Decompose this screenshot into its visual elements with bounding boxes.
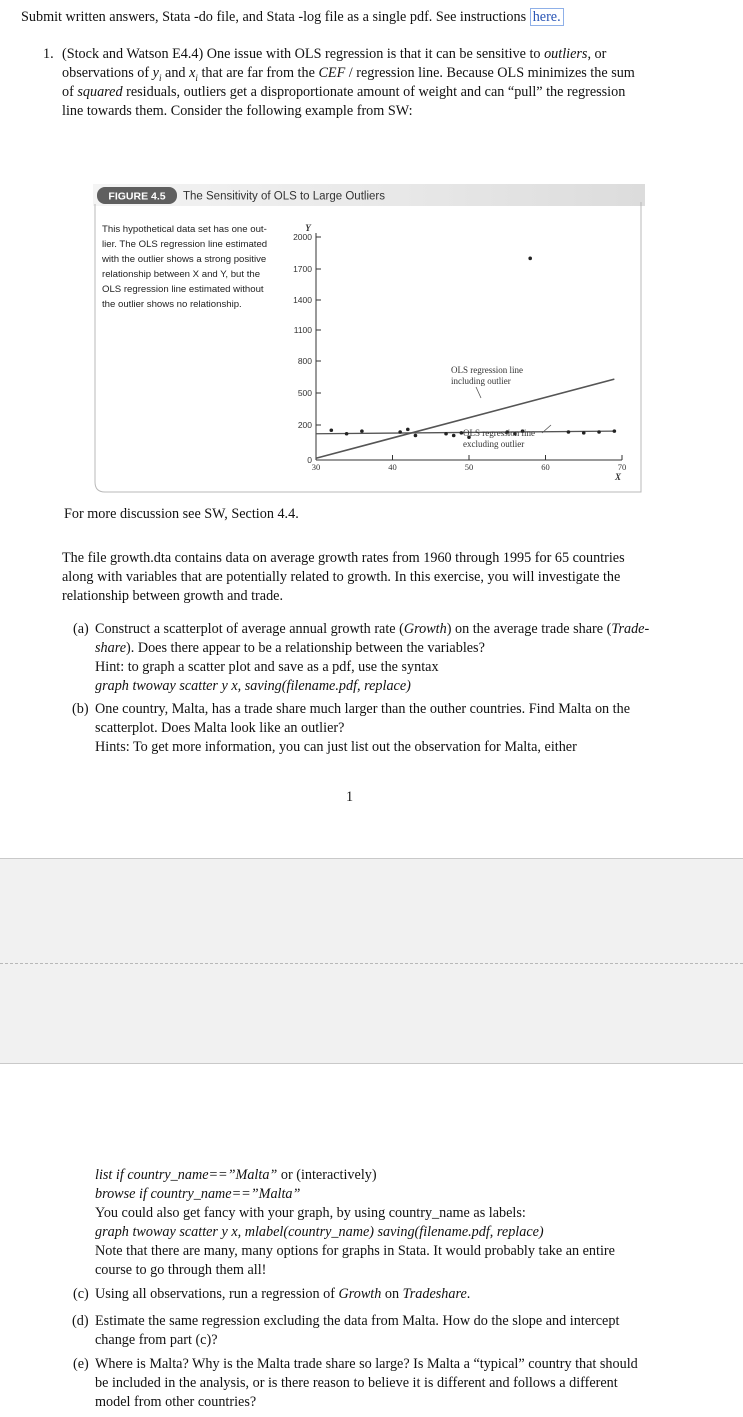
q1-text: and — [165, 65, 186, 81]
part-b-label: (b) — [72, 701, 89, 717]
data-point — [452, 434, 456, 438]
annotation-excluding-outlier: excluding outlier — [463, 439, 525, 449]
figure-title: The Sensitivity of OLS to Large Outliers — [183, 190, 385, 203]
y-tick-label: 0 — [307, 455, 312, 465]
figure-label: FIGURE 4.5 — [108, 190, 166, 203]
part-b-line-1: One country, Malta, has a trade share much larger than the outher countries. Find Malta on the — [95, 701, 631, 717]
plot-area — [293, 223, 626, 482]
var-tradeshare: share — [95, 640, 127, 656]
page-break-divider — [0, 963, 743, 964]
part-d-line-2: change from part (c)? — [95, 1332, 218, 1348]
x-tick-label: 70 — [617, 462, 627, 472]
instructions-link[interactable]: here. — [530, 8, 564, 26]
data-point — [567, 430, 571, 434]
part-c-text: Using all observations, run a regression of — [95, 1286, 335, 1302]
question-number: 1. — [43, 46, 54, 62]
q1-text: of — [62, 84, 74, 100]
page2-text: or (interactively) — [277, 1167, 377, 1183]
q1-em-squared: squared — [77, 84, 123, 100]
stata-code: browse if country_name==”Malta” — [95, 1186, 301, 1202]
stata-code: graph twoway scatter y x, mlabel(country_name) saving(filename.pdf, replace) — [95, 1224, 544, 1240]
y-tick-label: 800 — [297, 356, 312, 366]
q1-em-cef: CEF — [318, 65, 346, 81]
y-tick-label: 1400 — [293, 295, 312, 305]
part-c-line — [95, 1285, 470, 1304]
q1-text: that are far from the — [201, 65, 315, 81]
q1-sub-i: i — [158, 72, 162, 83]
data-point — [406, 428, 410, 432]
page-break-gap — [0, 858, 743, 1064]
y-tick-label: 1700 — [293, 264, 312, 274]
browse-code-line — [95, 1185, 300, 1204]
q1-line-1 — [62, 45, 606, 64]
caption-line: with the outlier shows a strong positive — [102, 254, 267, 265]
figure-4-5 — [93, 182, 645, 497]
part-c-label: (c) — [73, 1286, 89, 1302]
part-a-code — [95, 677, 411, 696]
y-tick-label: 200 — [297, 420, 312, 430]
y-tick-label: 500 — [297, 388, 312, 398]
annotation-including-outlier: OLS regression line — [451, 365, 523, 375]
x-tick-label: 30 — [311, 462, 321, 472]
part-a-text: Construct a scatterplot of average annual growth rate ( — [95, 621, 404, 637]
q1-line-4: line towards them. Consider the following example from SW: — [62, 103, 413, 119]
data-point — [528, 257, 532, 261]
caption-line: relationship between X and Y, but the — [102, 269, 261, 280]
growth-para-line: The file growth.dta contains data on average growth rates from 1960 through 1995 for 65 countries — [62, 550, 625, 566]
q1-text: / regression line. Because OLS minimizes the sum — [348, 65, 635, 81]
growth-para-line: along with variables that are potentially related to growth. In this exercise, you will investigate the — [62, 569, 621, 585]
q1-text: , or — [587, 46, 607, 62]
figure-caption — [101, 224, 267, 310]
data-point — [330, 428, 334, 432]
part-a-hint: Hint: to graph a scatter plot and save as a pdf, use the syntax — [95, 659, 439, 675]
annotation-including-outlier: including outlier — [451, 376, 511, 386]
y-tick-label: 2000 — [293, 232, 312, 242]
var-growth: Growth — [338, 1286, 382, 1302]
data-point — [414, 434, 418, 438]
part-d-line-1: Estimate the same regression excluding the data from Malta. How do the slope and intercept — [95, 1313, 620, 1329]
part-e-line-1: Where is Malta? Why is the Malta trade share so large? Is Malta a “typical” country that should — [95, 1356, 638, 1372]
part-d-label: (d) — [72, 1313, 89, 1329]
annotation-excluding-outlier: OLS regression line — [463, 428, 535, 438]
part-a-label: (a) — [73, 621, 89, 637]
part-b-line-3: Hints: To get more information, you can just list out the observation for Malta, either — [95, 739, 577, 755]
data-point — [582, 431, 586, 435]
caption-line: the outlier shows no relationship. — [102, 299, 242, 310]
stata-code: list if country_name==”Malta” — [95, 1167, 278, 1183]
instructions-sentence: Submit written answers, Stata -do file, and Stata -log file as a single pdf. See instructions — [21, 9, 527, 25]
q1-line-3 — [62, 83, 625, 102]
q1-sub-i: i — [195, 72, 198, 83]
q1-text: (Stock and Watson E4.4) One issue with OLS regression is that it can be sensitive to — [62, 46, 541, 62]
x-axis-title: X — [614, 472, 622, 482]
note-line-1: Note that there are many, many options for graphs in Stata. It would probably take an entire — [95, 1243, 615, 1259]
data-point — [597, 430, 601, 434]
x-tick-label: 60 — [541, 462, 550, 472]
x-tick-label: 50 — [464, 462, 474, 472]
var-tradeshare: Tradeshare — [402, 1286, 467, 1302]
instructions-text — [21, 8, 564, 27]
y-tick-label: 1100 — [293, 325, 312, 335]
caption-line: This hypothetical data set has one out- — [102, 224, 267, 235]
data-point — [613, 429, 617, 433]
stata-code: graph twoway scatter y x, saving(filename.pdf, replace) — [95, 678, 411, 694]
data-point — [398, 430, 402, 434]
figure-svg — [93, 182, 645, 497]
caption-line: lier. The OLS regression line estimated — [102, 239, 268, 250]
fancy-line: You could also get fancy with your graph, by using country_name as labels: — [95, 1205, 526, 1221]
data-point — [444, 432, 448, 436]
caption-line: OLS regression line estimated without — [102, 284, 264, 295]
y-axis-title: Y — [305, 223, 311, 233]
part-b-line-2: scatterplot. Does Malta look like an outlier? — [95, 720, 345, 736]
var-growth: Growth — [403, 621, 447, 637]
page-number: 1 — [346, 789, 354, 805]
part-a-line-2 — [95, 639, 485, 658]
part-a-text: ). Does there appear to be a relationship between the variables? — [126, 640, 485, 656]
annotation-pointer — [476, 387, 481, 398]
q1-text: observations of — [62, 65, 150, 81]
q1-text: residuals, outliers get a disproportionate amount of weight and can “pull” the regression — [126, 84, 626, 100]
part-e-line-3: model from other countries? — [95, 1394, 257, 1410]
list-code-line — [95, 1166, 377, 1185]
var-tradeshare: Trade- — [611, 621, 650, 637]
q1-var-x: x — [189, 65, 196, 81]
data-point — [360, 429, 364, 433]
growth-para-line: relationship between growth and trade. — [62, 588, 284, 604]
part-a-text: ) on the average trade share ( — [446, 621, 612, 637]
data-point — [345, 432, 349, 436]
part-c-text: . — [466, 1286, 471, 1302]
part-e-label: (e) — [73, 1356, 89, 1372]
part-c-text: on — [384, 1286, 400, 1302]
discussion-note: For more discussion see SW, Section 4.4. — [64, 506, 299, 522]
note-line-2: course to go through them all! — [95, 1262, 267, 1278]
part-a-line-1 — [95, 620, 649, 639]
mlabel-code-line — [95, 1223, 544, 1242]
q1-em-outliers: outliers — [544, 46, 588, 62]
part-e-line-2: be included in the analysis, or is there reason to believe it is different and follows a different — [95, 1375, 618, 1391]
q1-var-y: y — [152, 65, 159, 81]
x-tick-label: 40 — [388, 462, 397, 472]
